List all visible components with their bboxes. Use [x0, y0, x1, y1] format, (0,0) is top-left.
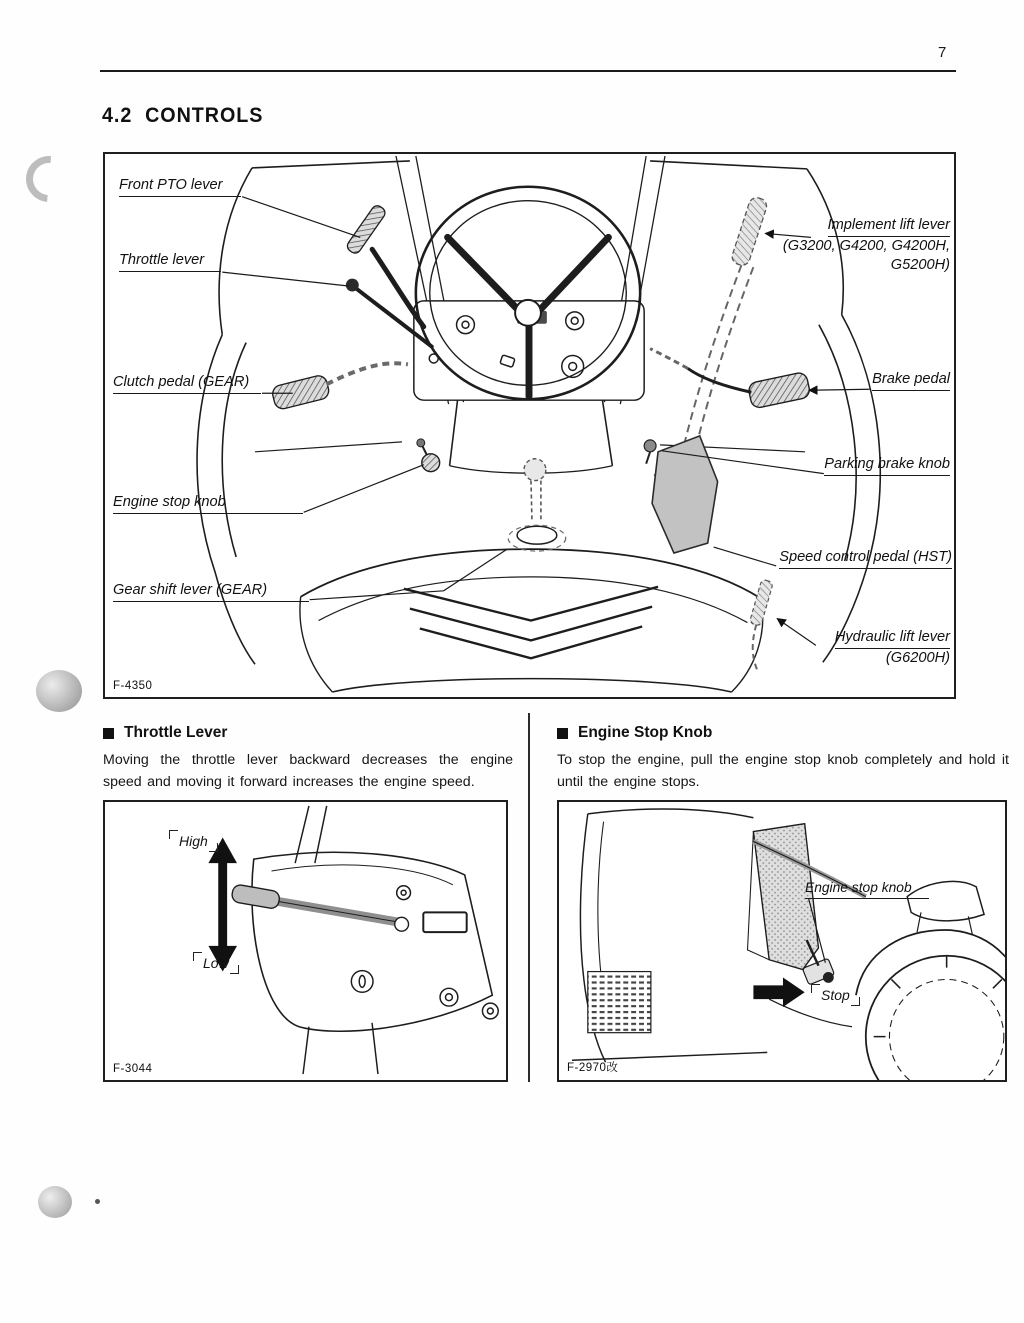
figure-number-main: F-4350	[113, 680, 153, 692]
callout-parking-brake-knob: Parking brake knob	[824, 455, 950, 476]
throttle-side-view-drawing	[105, 802, 506, 1080]
callout-hydraulic-lift-lever	[835, 628, 950, 668]
seat-drawing	[300, 549, 763, 692]
header-rule	[100, 70, 956, 72]
brake-pedal-drawing	[650, 349, 811, 410]
scan-artifact-blob-2	[38, 1186, 72, 1218]
callout-implement-lift-line3: G5200H)	[890, 257, 950, 273]
scan-artifact-crescent	[17, 147, 82, 212]
callout-implement-lift-line2: (G3200, G4200, G4200H,	[782, 238, 950, 254]
stop-arrow-icon	[753, 977, 804, 1007]
callout-speed-control-pedal: Speed control pedal (HST)	[779, 548, 952, 569]
section-bullet-icon	[557, 728, 568, 739]
low-label: Low	[193, 952, 239, 974]
high-label: High	[169, 830, 218, 852]
callout-gear-shift-lever: Gear shift lever (GEAR)	[113, 581, 309, 602]
throttle-section-heading	[103, 724, 227, 742]
implement-lift-lever-drawing	[654, 196, 769, 476]
engine-stop-body-text: To stop the engine, pull the engine stop knob completely and hold it until the engine stops.	[557, 752, 1009, 790]
callout-implement-lift-lever	[783, 216, 950, 275]
throttle-heading-text: Throttle Lever	[124, 724, 228, 741]
engine-stop-heading-text: Engine Stop Knob	[578, 724, 713, 741]
callout-brake-pedal: Brake pedal	[872, 370, 950, 391]
page-number: 7	[938, 44, 947, 61]
stop-label: Stop	[811, 984, 860, 1006]
callout-throttle-lever: Throttle lever	[119, 251, 221, 272]
callout-hydraulic-lift-line1: Hydraulic lift lever	[835, 628, 950, 649]
engine-stop-section-heading	[557, 724, 712, 742]
callout-hydraulic-lift-line2: (G6200H)	[885, 650, 950, 666]
section-heading: 4.2 CONTROLS	[102, 104, 264, 127]
callout-implement-lift-line1: Implement lift lever	[828, 216, 950, 237]
callout-engine-stop-knob-detail: Engine stop knob	[805, 878, 929, 899]
throttle-figure	[103, 800, 508, 1082]
callout-front-pto-lever: Front PTO lever	[119, 176, 241, 197]
engine-stop-side-view-drawing	[559, 802, 1005, 1080]
figure-number-engine-stop: F-2970改	[567, 1062, 619, 1074]
parking-brake-knob-drawing	[644, 440, 656, 464]
scan-artifact-dot	[95, 1199, 100, 1204]
engine-stop-figure	[557, 800, 1007, 1082]
throttle-body-text: Moving the throttle lever backward decreases the engine speed and moving it forward increases the engine speed.	[103, 752, 513, 790]
callout-engine-stop-knob: Engine stop knob	[113, 493, 303, 514]
steering-wheel-drawing	[416, 187, 640, 399]
column-divider	[528, 713, 530, 1082]
section-bullet-icon	[103, 728, 114, 739]
scan-artifact-blob-1	[36, 670, 82, 712]
figure-number-throttle: F-3044	[113, 1063, 153, 1075]
callout-leader-lines	[222, 197, 869, 646]
clutch-pedal-drawing	[271, 363, 408, 410]
main-controls-figure	[103, 152, 956, 699]
callout-clutch-pedal: Clutch pedal (GEAR)	[113, 373, 261, 394]
